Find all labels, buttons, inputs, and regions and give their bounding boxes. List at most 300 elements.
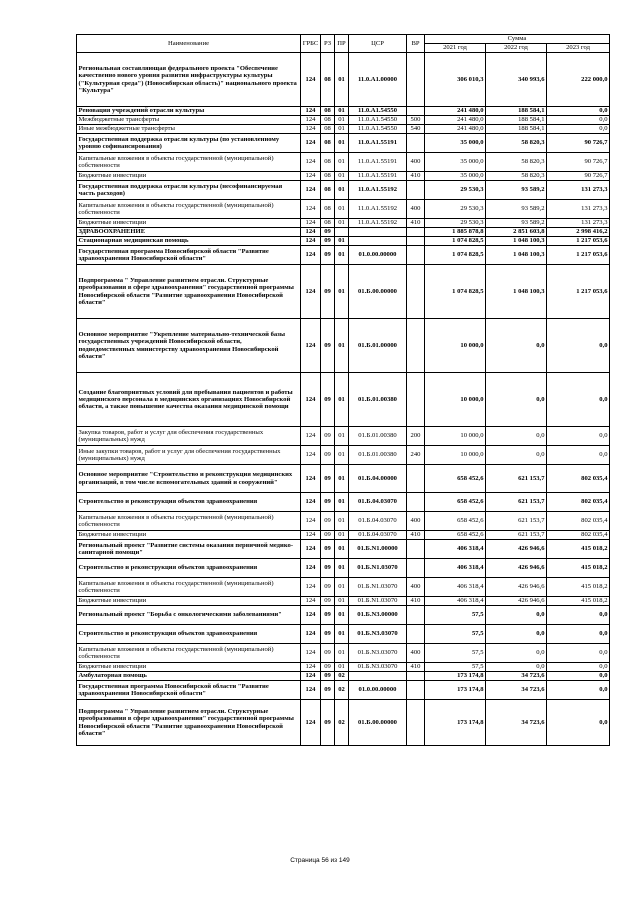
cell-name: Государственная программа Новосибирской области "Развитие здравоохранения Новосибирской области" bbox=[77, 681, 301, 700]
cell-vr: 410 bbox=[407, 172, 425, 181]
cell-grbs: 124 bbox=[301, 625, 321, 644]
cell-grbs: 124 bbox=[301, 53, 321, 107]
cell-vr bbox=[407, 672, 425, 681]
cell-csr: 01.Б.N3.00000 bbox=[349, 606, 407, 625]
cell-vr bbox=[407, 681, 425, 700]
cell-2021: 29 530,3 bbox=[425, 181, 486, 200]
cell-name: Капитальные вложения в объекты государственной (муниципальной) собственности bbox=[77, 644, 301, 663]
cell-name: Строительство и реконструкция объектов здравоохранения bbox=[77, 559, 301, 578]
cell-2023: 0,0 bbox=[547, 427, 610, 446]
cell-2022: 58 820,3 bbox=[486, 134, 547, 153]
cell-vr: 400 bbox=[407, 512, 425, 531]
cell-csr: 11.0.A1.55191 bbox=[349, 153, 407, 172]
cell-2021: 35 000,0 bbox=[425, 134, 486, 153]
cell-pr: 01 bbox=[335, 446, 349, 465]
cell-2021: 173 174,8 bbox=[425, 672, 486, 681]
cell-csr: 01.Б.04.00000 bbox=[349, 465, 407, 493]
cell-vr bbox=[407, 493, 425, 512]
cell-vr: 410 bbox=[407, 219, 425, 228]
cell-vr: 410 bbox=[407, 663, 425, 672]
cell-grbs: 124 bbox=[301, 644, 321, 663]
cell-vr bbox=[407, 181, 425, 200]
cell-csr: 01.Б.01.00380 bbox=[349, 446, 407, 465]
cell-rz: 08 bbox=[321, 153, 335, 172]
cell-2021: 1 074 828,5 bbox=[425, 265, 486, 319]
cell-pr: 01 bbox=[335, 265, 349, 319]
cell-vr: 540 bbox=[407, 125, 425, 134]
cell-2022: 93 589,2 bbox=[486, 181, 547, 200]
cell-pr: 01 bbox=[335, 125, 349, 134]
cell-2021: 658 452,6 bbox=[425, 465, 486, 493]
cell-grbs: 124 bbox=[301, 578, 321, 597]
cell-vr bbox=[407, 228, 425, 237]
cell-pr: 01 bbox=[335, 134, 349, 153]
cell-grbs: 124 bbox=[301, 540, 321, 559]
cell-csr: 01.0.00.00000 bbox=[349, 246, 407, 265]
cell-grbs: 124 bbox=[301, 700, 321, 746]
table-row bbox=[77, 228, 610, 237]
cell-rz: 08 bbox=[321, 125, 335, 134]
cell-2022: 426 946,6 bbox=[486, 559, 547, 578]
table-row bbox=[77, 200, 610, 219]
cell-2023: 131 273,3 bbox=[547, 181, 610, 200]
cell-pr: 01 bbox=[335, 663, 349, 672]
table-row bbox=[77, 465, 610, 493]
cell-2023: 0,0 bbox=[547, 125, 610, 134]
cell-pr: 01 bbox=[335, 237, 349, 246]
cell-pr: 01 bbox=[335, 107, 349, 116]
cell-pr: 01 bbox=[335, 172, 349, 181]
cell-2021: 1 885 878,8 bbox=[425, 228, 486, 237]
table-row bbox=[77, 672, 610, 681]
cell-csr: 01.Б.N3.03070 bbox=[349, 644, 407, 663]
table-row bbox=[77, 219, 610, 228]
cell-vr: 200 bbox=[407, 427, 425, 446]
cell-name: Государственная поддержка отрасли культуры (по установленному уровню софинансирования) bbox=[77, 134, 301, 153]
cell-csr: 01.Б.00.00000 bbox=[349, 265, 407, 319]
cell-2021: 57,5 bbox=[425, 644, 486, 663]
col-header-grbs: ГРБС bbox=[301, 35, 321, 53]
cell-csr: 01.Б.N3.03070 bbox=[349, 625, 407, 644]
cell-2022: 0,0 bbox=[486, 625, 547, 644]
cell-2023: 802 035,4 bbox=[547, 531, 610, 540]
cell-vr: 500 bbox=[407, 116, 425, 125]
cell-2023: 222 000,0 bbox=[547, 53, 610, 107]
col-header-rz: РЗ bbox=[321, 35, 335, 53]
cell-pr: 01 bbox=[335, 427, 349, 446]
cell-rz: 09 bbox=[321, 700, 335, 746]
cell-pr: 01 bbox=[335, 246, 349, 265]
table-row bbox=[77, 125, 610, 134]
cell-2022: 188 584,1 bbox=[486, 107, 547, 116]
cell-grbs: 124 bbox=[301, 559, 321, 578]
cell-grbs: 124 bbox=[301, 597, 321, 606]
col-header-csr: ЦСР bbox=[349, 35, 407, 53]
cell-name: Подпрограмма " Управление развитием отрасли. Структурные преобразования в сфере здравоохранения" государственной программы Новосибирской области "Развитие здравоохранения Новосибирской области" bbox=[77, 700, 301, 746]
cell-name: Бюджетные инвестиции bbox=[77, 663, 301, 672]
cell-name: Региональный проект "Развитие системы оказания первичной медико-санитарной помощи" bbox=[77, 540, 301, 559]
cell-csr bbox=[349, 672, 407, 681]
cell-name: ЗДРАВООХРАНЕНИЕ bbox=[77, 228, 301, 237]
cell-2021: 306 010,3 bbox=[425, 53, 486, 107]
col-header-2022: 2022 год bbox=[486, 44, 547, 53]
cell-csr: 01.Б.00.00000 bbox=[349, 700, 407, 746]
cell-vr bbox=[407, 53, 425, 107]
cell-pr: 01 bbox=[335, 200, 349, 219]
cell-pr: 01 bbox=[335, 512, 349, 531]
cell-2023: 1 217 053,6 bbox=[547, 237, 610, 246]
cell-2023: 0,0 bbox=[547, 446, 610, 465]
cell-pr: 01 bbox=[335, 319, 349, 373]
cell-2022: 0,0 bbox=[486, 373, 547, 427]
cell-2023: 415 018,2 bbox=[547, 597, 610, 606]
cell-2022: 1 048 100,3 bbox=[486, 237, 547, 246]
cell-2023: 90 726,7 bbox=[547, 134, 610, 153]
cell-rz: 08 bbox=[321, 181, 335, 200]
cell-csr: 01.Б.04.03070 bbox=[349, 531, 407, 540]
cell-pr: 01 bbox=[335, 465, 349, 493]
cell-rz: 09 bbox=[321, 663, 335, 672]
col-header-2023: 2023 год bbox=[547, 44, 610, 53]
table-row bbox=[77, 237, 610, 246]
cell-2023: 0,0 bbox=[547, 700, 610, 746]
cell-name: Основное мероприятие "Строительство и реконструкция медицинских организаций, в том числе вспомогательных зданий и сооружений" bbox=[77, 465, 301, 493]
cell-name: Государственная программа Новосибирской области "Развитие здравоохранения Новосибирской области" bbox=[77, 246, 301, 265]
cell-2022: 93 589,2 bbox=[486, 200, 547, 219]
cell-2023: 0,0 bbox=[547, 625, 610, 644]
cell-grbs: 124 bbox=[301, 427, 321, 446]
cell-2022: 0,0 bbox=[486, 319, 547, 373]
cell-pr: 01 bbox=[335, 219, 349, 228]
table-row bbox=[77, 625, 610, 644]
cell-rz: 09 bbox=[321, 540, 335, 559]
cell-2023: 1 217 053,6 bbox=[547, 246, 610, 265]
cell-2023: 415 018,2 bbox=[547, 559, 610, 578]
cell-csr bbox=[349, 228, 407, 237]
table-row bbox=[77, 493, 610, 512]
cell-2021: 10 000,0 bbox=[425, 373, 486, 427]
cell-2022: 93 589,2 bbox=[486, 219, 547, 228]
budget-table bbox=[76, 34, 610, 746]
cell-2022: 621 153,7 bbox=[486, 465, 547, 493]
cell-grbs: 124 bbox=[301, 219, 321, 228]
cell-csr: 01.0.00.00000 bbox=[349, 681, 407, 700]
cell-pr: 01 bbox=[335, 625, 349, 644]
table-row bbox=[77, 681, 610, 700]
table-row bbox=[77, 246, 610, 265]
table-row bbox=[77, 116, 610, 125]
cell-vr bbox=[407, 559, 425, 578]
table-row bbox=[77, 644, 610, 663]
table-row bbox=[77, 373, 610, 427]
table-row bbox=[77, 606, 610, 625]
cell-vr bbox=[407, 134, 425, 153]
table-row bbox=[77, 540, 610, 559]
cell-vr: 410 bbox=[407, 531, 425, 540]
cell-2022: 621 153,7 bbox=[486, 512, 547, 531]
cell-name: Капитальные вложения в объекты государственной (муниципальной) собственности bbox=[77, 578, 301, 597]
cell-rz: 08 bbox=[321, 134, 335, 153]
cell-csr: 11.0.A1.54550 bbox=[349, 107, 407, 116]
page-footer: Страница 56 из 149 bbox=[290, 857, 350, 864]
cell-csr: 01.Б.N1.03070 bbox=[349, 597, 407, 606]
cell-rz: 09 bbox=[321, 681, 335, 700]
cell-csr: 01.Б.01.00000 bbox=[349, 319, 407, 373]
cell-pr: 01 bbox=[335, 373, 349, 427]
cell-csr: 11.0.A1.55192 bbox=[349, 219, 407, 228]
cell-pr: 01 bbox=[335, 153, 349, 172]
cell-csr: 01.Б.N1.00000 bbox=[349, 540, 407, 559]
cell-grbs: 124 bbox=[301, 319, 321, 373]
cell-vr bbox=[407, 237, 425, 246]
cell-2021: 173 174,8 bbox=[425, 681, 486, 700]
cell-pr bbox=[335, 228, 349, 237]
cell-rz: 09 bbox=[321, 373, 335, 427]
cell-rz: 08 bbox=[321, 116, 335, 125]
cell-vr bbox=[407, 373, 425, 427]
cell-pr: 01 bbox=[335, 597, 349, 606]
cell-vr bbox=[407, 700, 425, 746]
cell-vr: 400 bbox=[407, 153, 425, 172]
cell-grbs: 124 bbox=[301, 373, 321, 427]
cell-grbs: 124 bbox=[301, 681, 321, 700]
cell-name: Строительство и реконструкция объектов здравоохранения bbox=[77, 493, 301, 512]
cell-2023: 2 998 416,2 bbox=[547, 228, 610, 237]
cell-grbs: 124 bbox=[301, 672, 321, 681]
cell-2023: 0,0 bbox=[547, 681, 610, 700]
cell-grbs: 124 bbox=[301, 237, 321, 246]
table-row bbox=[77, 172, 610, 181]
cell-grbs: 124 bbox=[301, 172, 321, 181]
cell-pr: 01 bbox=[335, 559, 349, 578]
col-header-sum: Сумма bbox=[425, 35, 610, 44]
cell-2022: 0,0 bbox=[486, 606, 547, 625]
cell-pr: 01 bbox=[335, 540, 349, 559]
cell-2022: 1 048 100,3 bbox=[486, 265, 547, 319]
cell-name: Строительство и реконструкция объектов здравоохранения bbox=[77, 625, 301, 644]
cell-grbs: 124 bbox=[301, 493, 321, 512]
cell-name: Бюджетные инвестиции bbox=[77, 172, 301, 181]
cell-rz: 09 bbox=[321, 493, 335, 512]
cell-2023: 0,0 bbox=[547, 116, 610, 125]
cell-rz: 09 bbox=[321, 246, 335, 265]
cell-2023: 0,0 bbox=[547, 672, 610, 681]
cell-vr: 400 bbox=[407, 200, 425, 219]
cell-name: Иные закупки товаров, работ и услуг для обеспечения государственных (муниципальных) нужд bbox=[77, 446, 301, 465]
cell-rz: 09 bbox=[321, 559, 335, 578]
cell-csr: 11.0.A1.55192 bbox=[349, 181, 407, 200]
cell-2021: 241 480,0 bbox=[425, 125, 486, 134]
cell-csr: 01.Б.01.00380 bbox=[349, 427, 407, 446]
cell-2022: 188 584,1 bbox=[486, 116, 547, 125]
cell-name: Капитальные вложения в объекты государственной (муниципальной) собственности bbox=[77, 512, 301, 531]
cell-2021: 1 074 828,5 bbox=[425, 237, 486, 246]
table-row bbox=[77, 153, 610, 172]
cell-name: Государственная поддержка отрасли культуры (несофинансируемая часть расходов) bbox=[77, 181, 301, 200]
cell-pr: 02 bbox=[335, 681, 349, 700]
cell-vr bbox=[407, 246, 425, 265]
cell-2022: 58 820,3 bbox=[486, 172, 547, 181]
cell-2023: 90 726,7 bbox=[547, 172, 610, 181]
cell-rz: 09 bbox=[321, 427, 335, 446]
cell-2023: 0,0 bbox=[547, 373, 610, 427]
cell-grbs: 124 bbox=[301, 246, 321, 265]
cell-name: Реновация учреждений отрасли культуры bbox=[77, 107, 301, 116]
cell-rz: 09 bbox=[321, 672, 335, 681]
cell-2021: 57,5 bbox=[425, 663, 486, 672]
cell-2023: 802 035,4 bbox=[547, 493, 610, 512]
cell-name: Региональный проект "Борьба с онкологическими заболеваниями" bbox=[77, 606, 301, 625]
cell-name: Подпрограмма " Управление развитием отрасли. Структурные преобразования в сфере здравоохранения" государственной программы Новосибирской области "Развитие здравоохранения Новосибирской области" bbox=[77, 265, 301, 319]
cell-2023: 802 035,4 bbox=[547, 512, 610, 531]
cell-csr: 11.0.A1.00000 bbox=[349, 53, 407, 107]
cell-2021: 10 000,0 bbox=[425, 427, 486, 446]
cell-rz: 08 bbox=[321, 172, 335, 181]
cell-name: Региональная составляющая федерального проекта "Обеспечение качественно нового уровня развития инфраструктуры культуры ("Культурная среда") (Новосибирская область)" национального проекта "Культура" bbox=[77, 53, 301, 107]
cell-2021: 241 480,0 bbox=[425, 107, 486, 116]
cell-2021: 35 000,0 bbox=[425, 172, 486, 181]
cell-2021: 29 530,3 bbox=[425, 219, 486, 228]
cell-csr: 11.0.A1.55191 bbox=[349, 172, 407, 181]
cell-csr: 11.0.A1.55192 bbox=[349, 200, 407, 219]
cell-name: Капитальные вложения в объекты государственной (муниципальной) собственности bbox=[77, 153, 301, 172]
cell-rz: 09 bbox=[321, 578, 335, 597]
cell-2022: 0,0 bbox=[486, 644, 547, 663]
cell-rz: 09 bbox=[321, 606, 335, 625]
cell-name: Межбюджетные трансферты bbox=[77, 116, 301, 125]
cell-rz: 09 bbox=[321, 531, 335, 540]
cell-grbs: 124 bbox=[301, 512, 321, 531]
cell-rz: 09 bbox=[321, 644, 335, 663]
cell-2021: 406 318,4 bbox=[425, 559, 486, 578]
cell-pr: 02 bbox=[335, 672, 349, 681]
cell-2022: 340 993,6 bbox=[486, 53, 547, 107]
cell-pr: 01 bbox=[335, 644, 349, 663]
cell-rz: 09 bbox=[321, 319, 335, 373]
cell-grbs: 124 bbox=[301, 181, 321, 200]
table-body bbox=[77, 53, 610, 746]
cell-vr bbox=[407, 625, 425, 644]
cell-grbs: 124 bbox=[301, 125, 321, 134]
cell-rz: 09 bbox=[321, 228, 335, 237]
cell-2022: 621 153,7 bbox=[486, 493, 547, 512]
table-row bbox=[77, 578, 610, 597]
cell-csr: 11.0.A1.54550 bbox=[349, 125, 407, 134]
table-row bbox=[77, 663, 610, 672]
cell-2021: 658 452,6 bbox=[425, 531, 486, 540]
cell-2021: 241 480,0 bbox=[425, 116, 486, 125]
cell-rz: 09 bbox=[321, 265, 335, 319]
cell-2022: 34 723,6 bbox=[486, 700, 547, 746]
cell-rz: 09 bbox=[321, 465, 335, 493]
cell-csr: 11.0.A1.55191 bbox=[349, 134, 407, 153]
cell-2021: 35 000,0 bbox=[425, 153, 486, 172]
cell-2022: 0,0 bbox=[486, 663, 547, 672]
table-row bbox=[77, 512, 610, 531]
cell-rz: 08 bbox=[321, 107, 335, 116]
table-row bbox=[77, 107, 610, 116]
cell-vr: 400 bbox=[407, 644, 425, 663]
cell-name: Стационарная медицинская помощь bbox=[77, 237, 301, 246]
cell-vr bbox=[407, 606, 425, 625]
cell-2023: 0,0 bbox=[547, 663, 610, 672]
cell-2021: 658 452,6 bbox=[425, 512, 486, 531]
cell-name: Капитальные вложения в объекты государственной (муниципальной) собственности bbox=[77, 200, 301, 219]
cell-vr bbox=[407, 319, 425, 373]
cell-2023: 0,0 bbox=[547, 107, 610, 116]
cell-name: Бюджетные инвестиции bbox=[77, 219, 301, 228]
cell-name: Иные межбюджетные трансферты bbox=[77, 125, 301, 134]
cell-grbs: 124 bbox=[301, 446, 321, 465]
cell-2022: 188 584,1 bbox=[486, 125, 547, 134]
cell-pr: 02 bbox=[335, 700, 349, 746]
cell-2021: 10 000,0 bbox=[425, 319, 486, 373]
cell-vr bbox=[407, 540, 425, 559]
cell-2021: 406 318,4 bbox=[425, 540, 486, 559]
cell-2022: 0,0 bbox=[486, 446, 547, 465]
cell-2022: 426 946,6 bbox=[486, 578, 547, 597]
cell-pr: 01 bbox=[335, 578, 349, 597]
table-row bbox=[77, 427, 610, 446]
table-row bbox=[77, 700, 610, 746]
cell-vr bbox=[407, 465, 425, 493]
cell-2021: 57,5 bbox=[425, 606, 486, 625]
table-row bbox=[77, 319, 610, 373]
cell-pr: 01 bbox=[335, 606, 349, 625]
table-row bbox=[77, 134, 610, 153]
cell-grbs: 124 bbox=[301, 228, 321, 237]
table-row bbox=[77, 531, 610, 540]
cell-2021: 29 530,3 bbox=[425, 200, 486, 219]
cell-csr: 01.Б.N1.03070 bbox=[349, 559, 407, 578]
cell-grbs: 124 bbox=[301, 107, 321, 116]
cell-name: Закупка товаров, работ и услуг для обеспечения государственных (муниципальных) нужд bbox=[77, 427, 301, 446]
cell-2023: 90 726,7 bbox=[547, 153, 610, 172]
table-row bbox=[77, 265, 610, 319]
table-row bbox=[77, 446, 610, 465]
table-row bbox=[77, 53, 610, 107]
cell-rz: 09 bbox=[321, 597, 335, 606]
col-header-vr: ВР bbox=[407, 35, 425, 53]
cell-pr: 01 bbox=[335, 116, 349, 125]
cell-2021: 406 318,4 bbox=[425, 597, 486, 606]
cell-2021: 10 000,0 bbox=[425, 446, 486, 465]
cell-2023: 802 035,4 bbox=[547, 465, 610, 493]
cell-vr: 400 bbox=[407, 578, 425, 597]
cell-2022: 34 723,6 bbox=[486, 681, 547, 700]
cell-rz: 09 bbox=[321, 625, 335, 644]
cell-grbs: 124 bbox=[301, 153, 321, 172]
cell-grbs: 124 bbox=[301, 200, 321, 219]
cell-grbs: 124 bbox=[301, 116, 321, 125]
cell-2023: 0,0 bbox=[547, 319, 610, 373]
cell-2022: 621 153,7 bbox=[486, 531, 547, 540]
table-row bbox=[77, 597, 610, 606]
cell-csr: 01.Б.04.03070 bbox=[349, 512, 407, 531]
cell-vr: 410 bbox=[407, 597, 425, 606]
cell-2021: 406 318,4 bbox=[425, 578, 486, 597]
cell-grbs: 124 bbox=[301, 265, 321, 319]
cell-grbs: 124 bbox=[301, 663, 321, 672]
cell-2021: 57,5 bbox=[425, 625, 486, 644]
cell-2021: 173 174,8 bbox=[425, 700, 486, 746]
cell-vr bbox=[407, 107, 425, 116]
cell-name: Амбулаторная помощь bbox=[77, 672, 301, 681]
cell-2022: 58 820,3 bbox=[486, 153, 547, 172]
cell-2023: 415 018,2 bbox=[547, 540, 610, 559]
col-header-pr: ПР bbox=[335, 35, 349, 53]
cell-grbs: 124 bbox=[301, 606, 321, 625]
